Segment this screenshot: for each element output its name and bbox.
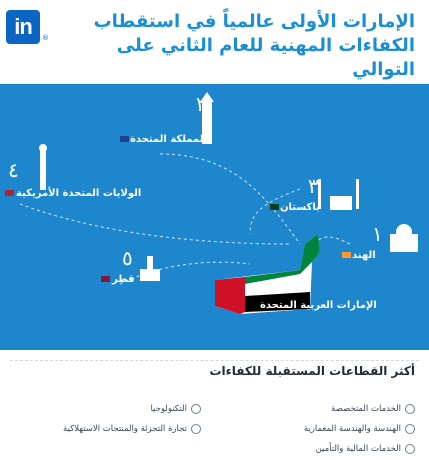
page-title <box>85 10 415 82</box>
sector-item <box>63 424 201 434</box>
sector-label: الخدمات المتخصصة <box>331 404 401 414</box>
pakistan-flag <box>270 204 279 210</box>
rank-uk: ٢ <box>196 92 207 116</box>
rank-pakistan: ٣ <box>308 174 319 198</box>
migration-map <box>0 84 429 350</box>
sectors-panel <box>0 350 429 460</box>
route-uk <box>160 154 300 244</box>
title-line-2: الكفاءات المهنية للعام الثاني على التوالي <box>116 35 415 80</box>
sectors-title: أكثر القطاعات المستقبلة للكفاءات <box>209 364 415 378</box>
sector-item <box>331 404 415 414</box>
rank-qatar: ٥ <box>122 246 133 270</box>
usa-flag <box>5 190 14 196</box>
sector-item <box>150 404 201 414</box>
sector-label: الهندسة والهندسة المعمارية <box>303 424 401 434</box>
minaret-right <box>356 179 359 209</box>
taj-dome <box>396 224 412 240</box>
rank-india: ١ <box>372 222 383 246</box>
statue-head <box>39 144 47 152</box>
header <box>0 0 429 80</box>
registered-mark: ® <box>42 34 49 42</box>
label-uk: المملكة المتحدة <box>130 134 207 145</box>
route-lines <box>20 154 350 284</box>
sector-label: التكنولوجيا <box>150 404 187 414</box>
label-uae: الإمارات العربية المتحدة <box>260 300 377 311</box>
title-line-1: الإمارات الأولى عالمياً في استقطاب <box>93 11 415 32</box>
sector-label: تجارة التجزئة والمنتجات الاستهلاكية <box>63 424 187 434</box>
sector-label: الخدمات المالية والتأمين <box>315 444 401 454</box>
label-qatar: قطر <box>112 274 135 285</box>
skyline-icon <box>140 269 160 281</box>
divider <box>10 360 419 361</box>
route-usa <box>20 204 290 244</box>
sector-item <box>304 424 415 434</box>
label-usa: الولايات المتحدة الأمريكية <box>16 188 142 199</box>
sector-item <box>316 444 415 454</box>
statue-of-liberty-icon <box>40 150 46 190</box>
money-icon <box>405 444 415 454</box>
chip-icon <box>191 404 201 414</box>
qatar-flag <box>101 276 110 282</box>
mosque-icon <box>330 196 352 210</box>
uk-flag <box>120 136 129 142</box>
label-india: الهند <box>352 250 376 261</box>
rank-usa: ٤ <box>8 158 19 182</box>
skyline-tower <box>147 256 153 270</box>
compass-icon <box>405 424 415 434</box>
cart-icon <box>191 424 201 434</box>
india-flag <box>342 252 351 258</box>
label-pakistan: باكستان <box>280 202 320 213</box>
gear-icon <box>405 404 415 414</box>
linkedin-logo[interactable]: in <box>6 10 40 44</box>
